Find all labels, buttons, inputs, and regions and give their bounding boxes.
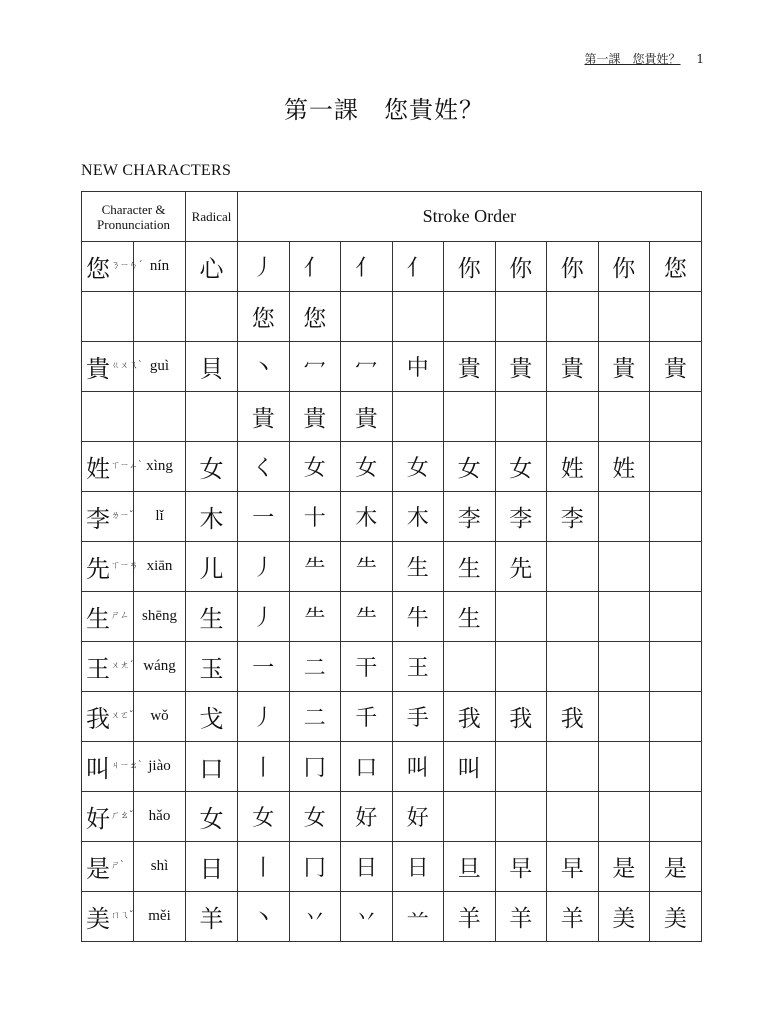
stroke-cell: 羊: [547, 892, 599, 942]
stroke-cell: 亻: [341, 242, 393, 292]
stroke-cell: [392, 392, 444, 442]
stroke-cell: 早: [547, 842, 599, 892]
stroke-cell: 羊: [444, 892, 496, 942]
stroke-cell: 女: [289, 442, 341, 492]
stroke-cell: 我: [495, 692, 547, 742]
stroke-cell: 好: [392, 792, 444, 842]
stroke-cell: [547, 642, 599, 692]
stroke-cell: [650, 642, 702, 692]
stroke-cell: [444, 392, 496, 442]
stroke-cell: [650, 692, 702, 742]
pinyin-cell: lǐ: [134, 492, 186, 542]
stroke-cell: [650, 792, 702, 842]
running-header-title: 第一課 您貴姓？: [584, 52, 681, 66]
stroke-cell: 生: [444, 592, 496, 642]
stroke-cell: 冖: [289, 342, 341, 392]
radical-cell: 生: [186, 592, 238, 642]
bopomofo: ㄨㄤˊ: [111, 661, 134, 671]
character-cell: [82, 642, 134, 692]
section-title: NEW CHARACTERS: [81, 162, 232, 179]
stroke-cell: 姓: [547, 442, 599, 492]
page-number: 1: [696, 52, 704, 66]
stroke-cell: 貴: [341, 392, 393, 442]
character-cell: [82, 592, 134, 642]
stroke-cell: 你: [444, 242, 496, 292]
stroke-cell: [650, 542, 702, 592]
stroke-cell: [495, 392, 547, 442]
table-header-row: [82, 192, 702, 242]
character: 先: [86, 555, 110, 583]
stroke-cell: 女: [238, 792, 290, 842]
stroke-cell: [547, 742, 599, 792]
stroke-cell: 丿: [238, 592, 290, 642]
stroke-cell: 丶: [238, 342, 290, 392]
stroke-cell: 䒑: [392, 892, 444, 942]
table-row: [82, 442, 702, 492]
pinyin-cell: xiān: [134, 542, 186, 592]
stroke-cell: 貴: [650, 342, 702, 392]
character-cell: [82, 542, 139, 592]
stroke-cell: 一: [238, 492, 290, 542]
stroke-cell: 您: [289, 292, 341, 342]
character: 生: [86, 605, 110, 633]
stroke-cell: [650, 592, 702, 642]
pinyin-cell: wáng: [134, 642, 186, 692]
stroke-cell: 千: [341, 692, 393, 742]
radical-cell: 玉: [186, 642, 238, 692]
stroke-cell: [495, 742, 547, 792]
stroke-cell: [495, 642, 547, 692]
character: 是: [86, 855, 110, 883]
character-cell: [82, 442, 143, 492]
stroke-cell: [598, 592, 650, 642]
table-row: [82, 492, 702, 542]
stroke-cell: 丨: [238, 842, 290, 892]
stroke-cell: 中: [392, 342, 444, 392]
empty-cell: [82, 392, 134, 442]
character-cell: [82, 692, 134, 742]
stroke-cell: 丿: [238, 692, 290, 742]
stroke-cell: 冂: [289, 742, 341, 792]
header-radical: Radical: [186, 192, 238, 242]
stroke-cell: 貴: [547, 342, 599, 392]
pinyin-cell: wǒ: [134, 692, 186, 742]
stroke-cell: 李: [495, 492, 547, 542]
stroke-cell: 美: [598, 892, 650, 942]
table-row: [82, 892, 702, 942]
stroke-cell: [495, 592, 547, 642]
stroke-cell: 生: [444, 542, 496, 592]
radical-cell: 木: [186, 492, 238, 542]
stroke-cell: [547, 592, 599, 642]
character: 貴: [86, 355, 110, 383]
character-cell: [82, 742, 143, 792]
stroke-cell: 貴: [495, 342, 547, 392]
bopomofo: ㄕˋ: [111, 861, 125, 871]
empty-cell: [186, 392, 238, 442]
stroke-cell: [598, 742, 650, 792]
stroke-cell: [444, 292, 496, 342]
empty-cell: [186, 292, 238, 342]
stroke-cell: [650, 392, 702, 442]
table-row: [82, 842, 702, 892]
table-row: [82, 592, 702, 642]
character-cell: [82, 492, 134, 542]
stroke-cell: 女: [495, 442, 547, 492]
stroke-cell: 你: [495, 242, 547, 292]
stroke-cell: [598, 292, 650, 342]
stroke-cell: 木: [392, 492, 444, 542]
stroke-cell: ⺧: [289, 592, 341, 642]
running-header: [585, 50, 704, 67]
stroke-cell: 是: [650, 842, 702, 892]
character: 李: [86, 505, 110, 533]
radical-cell: 儿: [186, 542, 238, 592]
stroke-cell: く: [238, 442, 290, 492]
stroke-cell: [495, 792, 547, 842]
stroke-cell: 十: [289, 492, 341, 542]
character-table: [81, 191, 702, 942]
empty-cell: [134, 292, 186, 342]
header-stroke-order: Stroke Order: [238, 192, 702, 242]
character-cell: [82, 242, 143, 292]
radical-cell: 貝: [186, 342, 238, 392]
empty-cell: [82, 292, 134, 342]
table-row: [82, 692, 702, 742]
stroke-cell: 丶: [238, 892, 290, 942]
stroke-cell: 生: [392, 542, 444, 592]
radical-cell: 羊: [186, 892, 238, 942]
stroke-cell: 牛: [392, 592, 444, 642]
stroke-cell: 日: [341, 842, 393, 892]
character-cell: [82, 792, 134, 842]
stroke-cell: 好: [341, 792, 393, 842]
pinyin-cell: xìng: [134, 442, 186, 492]
table-row: [82, 742, 702, 792]
table-row: [82, 542, 702, 592]
character: 我: [86, 705, 110, 733]
stroke-cell: [598, 692, 650, 742]
stroke-cell: 貴: [444, 342, 496, 392]
bopomofo: ㄐㄧㄠˋ: [111, 761, 143, 771]
stroke-cell: 亻: [289, 242, 341, 292]
stroke-cell: 二: [289, 642, 341, 692]
stroke-cell: 你: [598, 242, 650, 292]
lesson-title: 第一課 您貴姓？: [284, 96, 484, 124]
table-row-continuation: [82, 292, 702, 342]
stroke-cell: [444, 792, 496, 842]
stroke-cell: 冖: [341, 342, 393, 392]
stroke-cell: 冂: [289, 842, 341, 892]
character-cell: [82, 342, 143, 392]
table-row: [82, 242, 702, 292]
stroke-cell: [547, 542, 599, 592]
stroke-cell: 我: [444, 692, 496, 742]
table-row: [82, 642, 702, 692]
stroke-cell: 女: [289, 792, 341, 842]
stroke-cell: 丿: [238, 242, 290, 292]
bopomofo: ㄒㄧㄥˋ: [111, 461, 143, 471]
bopomofo: ㄋㄧㄣˊ: [111, 261, 143, 271]
stroke-cell: 叫: [444, 742, 496, 792]
pinyin-cell: shì: [134, 842, 186, 892]
character-cell: [82, 842, 134, 892]
stroke-cell: [650, 442, 702, 492]
table-row: [82, 342, 702, 392]
stroke-cell: 手: [392, 692, 444, 742]
stroke-cell: [598, 792, 650, 842]
header-character-pronunciation: Character & Pronunciation: [82, 192, 186, 242]
table-row-continuation: [82, 392, 702, 442]
character-cell: [82, 892, 134, 942]
stroke-cell: 先: [495, 542, 547, 592]
stroke-cell: 你: [547, 242, 599, 292]
bopomofo: ㄇㄟˇ: [111, 911, 134, 921]
character: 好: [86, 805, 110, 833]
stroke-cell: [392, 292, 444, 342]
stroke-cell: 丨: [238, 742, 290, 792]
stroke-cell: 口: [341, 742, 393, 792]
radical-cell: 戈: [186, 692, 238, 742]
radical-cell: 日: [186, 842, 238, 892]
radical-cell: 口: [186, 742, 238, 792]
stroke-cell: 貴: [598, 342, 650, 392]
stroke-cell: 二: [289, 692, 341, 742]
stroke-cell: [598, 492, 650, 542]
stroke-cell: 貴: [238, 392, 290, 442]
bopomofo: ㄒㄧㄢ: [111, 561, 139, 571]
stroke-cell: 您: [650, 242, 702, 292]
radical-cell: 女: [186, 442, 238, 492]
pinyin-cell: měi: [134, 892, 186, 942]
character: 美: [86, 905, 110, 933]
stroke-cell: [495, 292, 547, 342]
stroke-cell: 一: [238, 642, 290, 692]
stroke-cell: 亻: [392, 242, 444, 292]
stroke-cell: [547, 392, 599, 442]
stroke-cell: 早: [495, 842, 547, 892]
character: 姓: [86, 455, 110, 483]
stroke-cell: 木: [341, 492, 393, 542]
stroke-cell: [598, 392, 650, 442]
stroke-cell: 女: [341, 442, 393, 492]
stroke-cell: [547, 792, 599, 842]
bopomofo: ㄕㄥ: [111, 611, 130, 621]
stroke-cell: 您: [238, 292, 290, 342]
stroke-cell: 美: [650, 892, 702, 942]
stroke-cell: 羊: [495, 892, 547, 942]
stroke-cell: [598, 642, 650, 692]
stroke-cell: 丷: [341, 892, 393, 942]
stroke-cell: [650, 742, 702, 792]
stroke-cell: 我: [547, 692, 599, 742]
stroke-cell: 丿: [238, 542, 290, 592]
stroke-cell: [341, 292, 393, 342]
radical-cell: 心: [186, 242, 238, 292]
pinyin-cell: shēng: [134, 592, 186, 642]
character: 叫: [86, 755, 110, 783]
character: 您: [86, 255, 110, 283]
stroke-cell: [547, 292, 599, 342]
stroke-cell: ⺧: [341, 592, 393, 642]
pinyin-cell: jiào: [134, 742, 186, 792]
stroke-cell: 王: [392, 642, 444, 692]
pinyin-cell: hǎo: [134, 792, 186, 842]
stroke-cell: 旦: [444, 842, 496, 892]
bopomofo: ㄍㄨㄟˋ: [111, 361, 143, 371]
pinyin-cell: nín: [134, 242, 186, 292]
stroke-cell: 李: [547, 492, 599, 542]
stroke-cell: [650, 492, 702, 542]
stroke-cell: [444, 642, 496, 692]
table-row: [82, 792, 702, 842]
stroke-cell: 李: [444, 492, 496, 542]
stroke-cell: 女: [392, 442, 444, 492]
stroke-cell: ⺧: [289, 542, 341, 592]
stroke-cell: ⺧: [341, 542, 393, 592]
stroke-cell: 姓: [598, 442, 650, 492]
character: 王: [86, 655, 110, 683]
bopomofo: ㄨㄛˇ: [111, 711, 134, 721]
stroke-cell: 丷: [289, 892, 341, 942]
stroke-cell: 女: [444, 442, 496, 492]
pinyin-cell: guì: [134, 342, 186, 392]
stroke-cell: 日: [392, 842, 444, 892]
empty-cell: [134, 392, 186, 442]
bopomofo: ㄏㄠˇ: [111, 811, 134, 821]
stroke-cell: [598, 542, 650, 592]
stroke-cell: [650, 292, 702, 342]
stroke-cell: 是: [598, 842, 650, 892]
stroke-cell: 干: [341, 642, 393, 692]
stroke-cell: 叫: [392, 742, 444, 792]
bopomofo: ㄌㄧˇ: [111, 511, 134, 521]
stroke-cell: 貴: [289, 392, 341, 442]
radical-cell: 女: [186, 792, 238, 842]
